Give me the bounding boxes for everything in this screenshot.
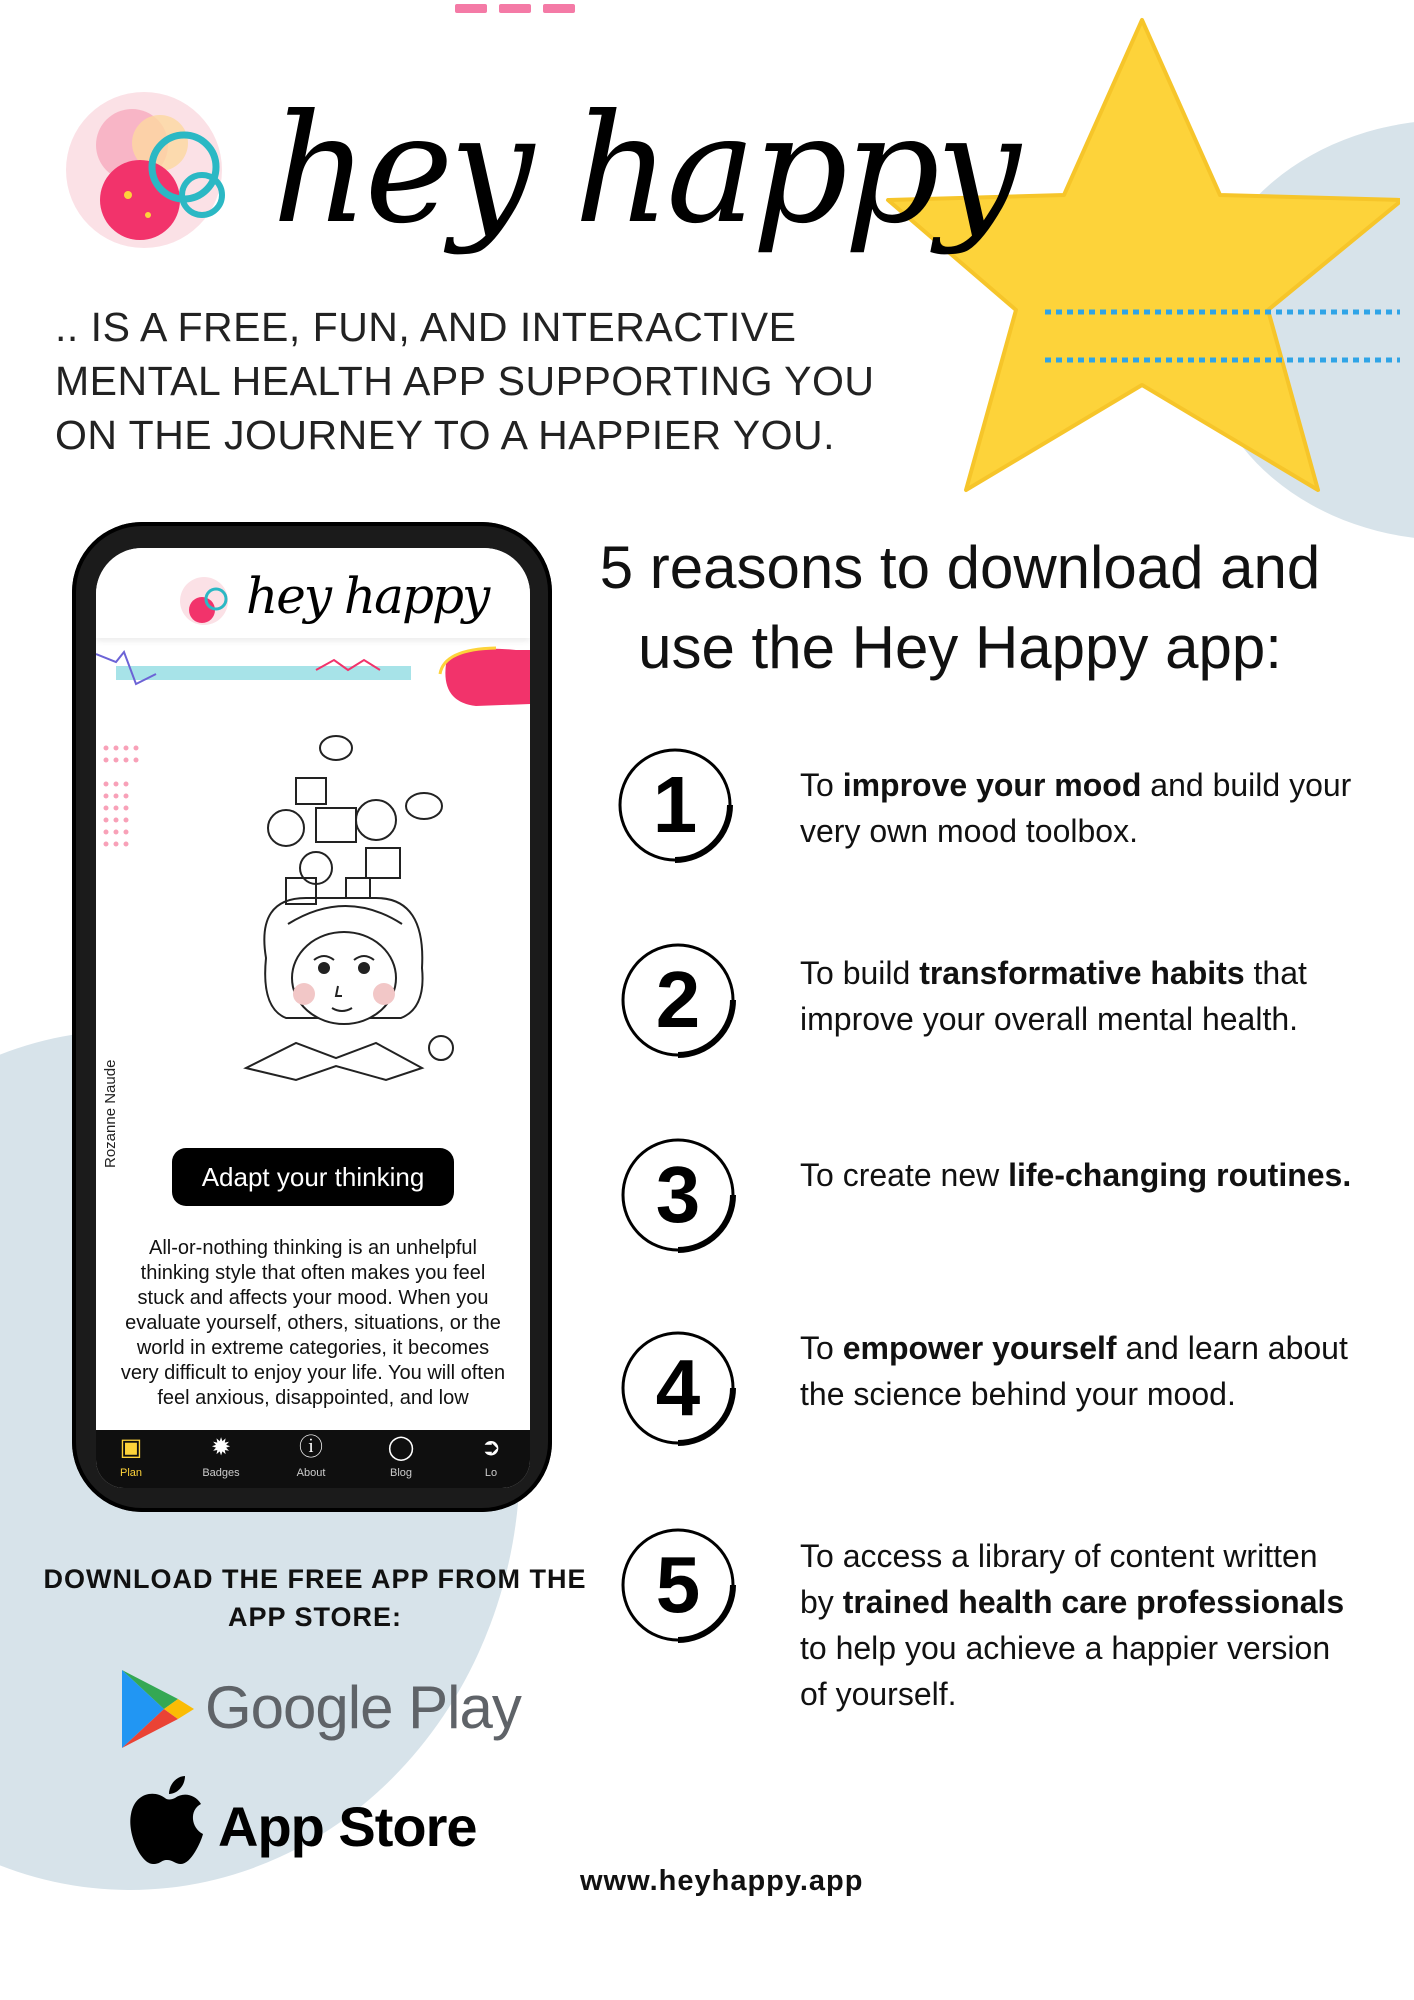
reason-number-3: 3 bbox=[618, 1135, 738, 1255]
help-icon: ⓘ bbox=[299, 1434, 323, 1461]
nav-item-badges[interactable] bbox=[186, 1430, 256, 1488]
app-title: hey happy bbox=[272, 83, 1017, 257]
apple-icon[interactable] bbox=[125, 1768, 205, 1868]
nav-item-logout[interactable] bbox=[456, 1430, 526, 1488]
top-decoration bbox=[455, 0, 625, 10]
phone-screen bbox=[96, 548, 530, 1488]
app-header bbox=[96, 548, 530, 638]
badge-icon: ✹ bbox=[210, 1434, 232, 1461]
reason-number-1: 1 bbox=[615, 745, 735, 865]
reason-text-5: To access a library of content written by trained health care professionals to help you achieve a happier version of yourself. bbox=[800, 1538, 1345, 1712]
download-prompt: DOWNLOAD THE FREE APP FROM THE APP STORE: bbox=[43, 1564, 587, 1632]
reason-text-4: To empower yourself and learn about the science behind your mood. bbox=[800, 1330, 1348, 1412]
reasons-heading: 5 reasons to download and use the Hey Happy app: bbox=[599, 534, 1321, 681]
google-play-link[interactable]: Google Play bbox=[205, 1674, 521, 1741]
reason-number-5: 5 bbox=[618, 1525, 738, 1645]
calendar-icon: ▣ bbox=[119, 1434, 143, 1461]
app-logo-icon bbox=[178, 574, 232, 628]
girl-illustration bbox=[226, 728, 466, 1088]
decorative-dots bbox=[100, 738, 160, 878]
nav-item-blog[interactable] bbox=[366, 1430, 436, 1488]
nav-label: Blog bbox=[389, 1467, 413, 1479]
nav-label: Badges bbox=[202, 1467, 240, 1479]
app-bottom-nav bbox=[96, 1430, 530, 1488]
reason-number-2: 2 bbox=[618, 940, 738, 1060]
chat-icon: ◯ bbox=[387, 1434, 415, 1461]
nav-item-plan[interactable] bbox=[96, 1430, 166, 1488]
nav-label: About bbox=[296, 1467, 326, 1479]
artist-credit: Rozanne Naude bbox=[102, 1059, 119, 1168]
app-header-title: hey happy bbox=[246, 567, 489, 625]
decorative-lines bbox=[96, 644, 530, 714]
reason-text-3: To create new life-changing routines. bbox=[800, 1157, 1352, 1193]
reason-text-1: To improve your mood and build your very own mood toolbox. bbox=[800, 767, 1352, 849]
logout-icon: ➲ bbox=[480, 1434, 502, 1461]
nav-label: Lo bbox=[484, 1467, 498, 1479]
google-play-icon[interactable] bbox=[120, 1668, 195, 1750]
nav-item-about[interactable] bbox=[276, 1430, 346, 1488]
tagline: .. IS A FREE, FUN, AND INTERACTIVE MENTAL HEALTH APP SUPPORTING YOU ON THE JOURNEY TO A HAPPIER YOU. bbox=[55, 304, 875, 458]
app-body-text: All-or-nothing thinking is an unhelpful thinking style that often makes you feel stuck and affects your mood. When you evaluate yourself, others, situations, or the world in extreme categories, it becomes very difficult to enjoy your life. You will often feel anxious, disappointed, and low bbox=[120, 1237, 506, 1409]
website-link[interactable]: www.heyhappy.app bbox=[580, 1865, 864, 1897]
logo-icon bbox=[62, 85, 232, 255]
adapt-thinking-button[interactable]: Adapt your thinking bbox=[172, 1148, 454, 1206]
reason-number-4: 4 bbox=[618, 1328, 738, 1448]
nav-label: Plan bbox=[119, 1467, 143, 1479]
app-store-link[interactable]: App Store bbox=[218, 1795, 477, 1858]
reason-text-2: To build transformative habits that improve your overall mental health. bbox=[800, 955, 1307, 1037]
